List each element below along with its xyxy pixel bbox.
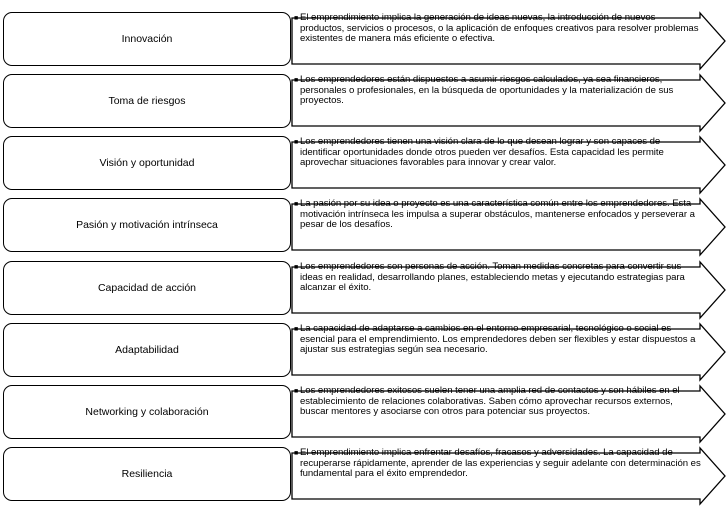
label-box bbox=[3, 323, 291, 377]
bullet-icon: ■ bbox=[294, 388, 299, 395]
description-text: Los emprendedores son personas de acción. Toman medidas concretas para convertir sus ideas en realidad, desarrollando planes, estableciendo metas y ejecutando estrategias para alcanzar el éxito. bbox=[300, 261, 685, 294]
label-box bbox=[3, 12, 291, 66]
bullet-icon: ■ bbox=[294, 139, 299, 146]
label-text: Pasión y motivación intrínseca bbox=[76, 219, 218, 231]
description-text: El emprendimiento implica enfrentar desafíos, fracasos y adversidades. La capacidad de recuperarse rápidamente, aprender de las experiencias y seguir adelante con determinación es fundamental para el éxito emprendedor. bbox=[300, 447, 701, 480]
description-text: Los emprendedores están dispuestos a asumir riesgos calculados, ya sea financieros, personales o profesionales, en la búsqueda de oportunidades y la materialización de sus proyectos. bbox=[300, 74, 674, 107]
label-text: Visión y oportunidad bbox=[99, 157, 195, 169]
label-text: Networking y colaboración bbox=[85, 406, 209, 418]
label-box bbox=[3, 136, 291, 190]
label-box bbox=[3, 447, 291, 501]
description-text: Los emprendedores exitosos suelen tener una amplia red de contactos y son hábiles en el establecimiento de relaciones colaborativas. Saben cómo aprovechar recursos externos, buscar mentores y asociarse con otros para potenciar sus proyectos. bbox=[300, 385, 680, 418]
label-box bbox=[3, 198, 291, 252]
label-text: Capacidad de acción bbox=[97, 282, 197, 294]
row-capacidad-de-accion bbox=[0, 261, 728, 317]
label-text: Toma de riesgos bbox=[108, 95, 186, 107]
bullet-icon: ■ bbox=[294, 264, 299, 271]
bullet-icon: ■ bbox=[294, 15, 299, 22]
row-resiliencia bbox=[0, 447, 728, 503]
row-toma-de-riesgos bbox=[0, 74, 728, 130]
label-text: Innovación bbox=[121, 33, 173, 45]
label-box bbox=[3, 385, 291, 439]
description-text: La pasión por su idea o proyecto es una característica común entre los emprendedores. Esta motivación intrínseca les impulsa a superar obstáculos, mantenerse enfocados y perseverar a pesar de los desafíos. bbox=[300, 198, 695, 231]
label-box bbox=[3, 74, 291, 128]
row-innovacion bbox=[0, 12, 728, 68]
description-text: Los emprendedores tienen una visión clara de lo que desean lograr y son capaces de identificar oportunidades donde otros pueden ver desafíos. Esta capacidad les permite aprovechar situaciones favorables para innovar y crear valor. bbox=[300, 136, 664, 169]
label-text: Adaptabilidad bbox=[115, 344, 179, 356]
label-box bbox=[3, 261, 291, 315]
row-networking-y-colaboracion bbox=[0, 385, 728, 441]
bullet-icon: ■ bbox=[294, 450, 299, 457]
description-text: El emprendimiento implica la generación de ideas nuevas, la introducción de nuevos productos, servicios o procesos, o la aplicación de enfoques creativos para resolver problemas existentes de manera más eficiente o efectiva. bbox=[300, 12, 699, 45]
row-pasion-y-motivacion bbox=[0, 198, 728, 254]
row-vision-y-oportunidad bbox=[0, 136, 728, 192]
description-text: La capacidad de adaptarse a cambios en el entorno empresarial, tecnológico o social es esencial para el emprendimiento. Los emprendedores deben ser flexibles y estar dispuestos a ajustar sus estrategias según sea necesario. bbox=[300, 323, 696, 356]
bullet-icon: ■ bbox=[294, 77, 299, 84]
bullet-icon: ■ bbox=[294, 326, 299, 333]
row-adaptabilidad bbox=[0, 323, 728, 379]
label-text: Resiliencia bbox=[121, 468, 173, 480]
bullet-icon: ■ bbox=[294, 201, 299, 208]
